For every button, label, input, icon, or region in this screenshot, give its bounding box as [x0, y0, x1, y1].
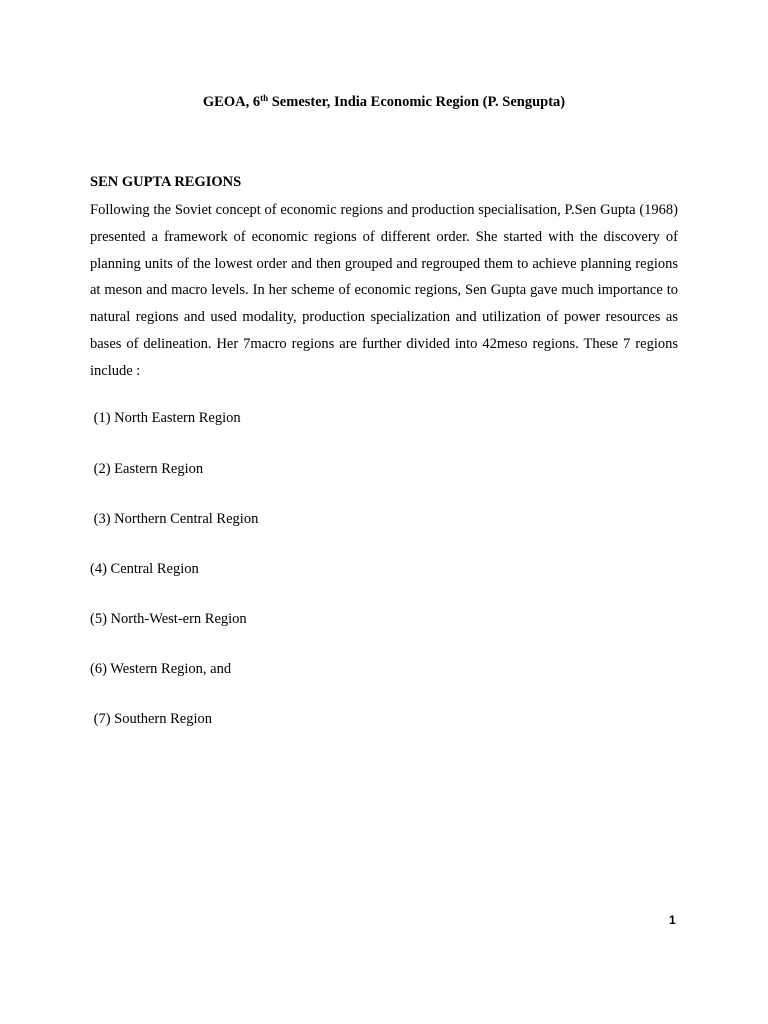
- page-title: [0, 93, 768, 111]
- page-number: 1: [669, 913, 676, 927]
- region-list-item: (4) Central Region: [90, 561, 199, 577]
- region-list-item: (6) Western Region, and: [90, 661, 232, 677]
- region-list-item: (2) Eastern Region: [90, 461, 204, 477]
- region-list-item: (1) North Eastern Region: [90, 410, 241, 426]
- title-main: GEOA, 6: [202, 94, 261, 110]
- region-list-item: (5) North-West-ern Region: [90, 611, 247, 627]
- title-superscript: th: [260, 93, 269, 103]
- section-heading: SEN GUPTA REGIONS: [90, 174, 242, 190]
- region-list-item: (7) Southern Region: [90, 711, 213, 727]
- body-paragraph: Following the Soviet concept of economic regions and production specialisation, P.Sen Gupta (1968) presented a framework of economic regions of different order. She started with the discovery of planning units of the lowest order and then grouped and regrouped them to achieve planning regions at meson and macro levels. In her scheme of economic regions, Sen Gupta gave much importance to natural regions and used modality, production specialization and utilization of power resources as bases of delineation. Her 7macro regions are further divided into 42meso regions. These 7 regions include :: [90, 202, 678, 379]
- title-rest: Semester, India Economic Region (P. Sengupta): [268, 94, 566, 110]
- region-list-item: (3) Northern Central Region: [90, 511, 259, 527]
